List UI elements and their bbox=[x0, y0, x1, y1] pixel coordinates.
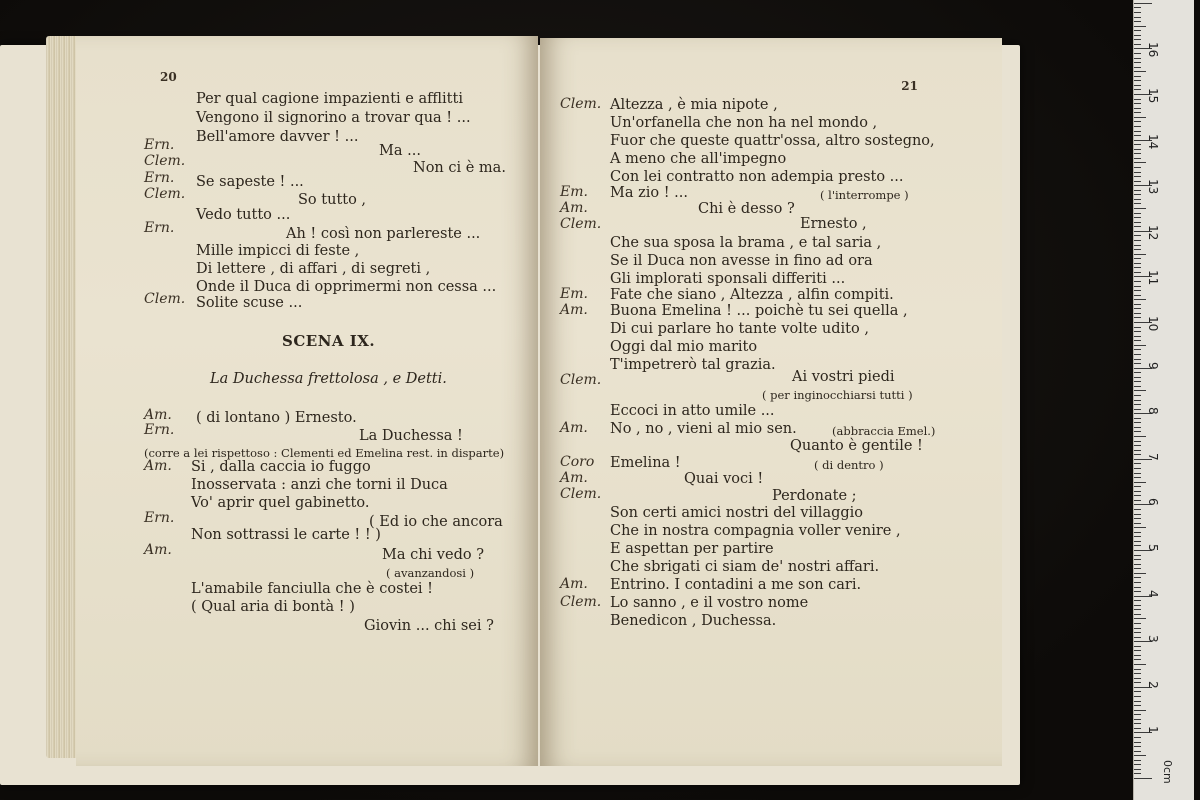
ruler-tick bbox=[1134, 26, 1146, 27]
verse-line: ( di lontano ) Ernesto. bbox=[196, 410, 357, 426]
ruler-tick bbox=[1134, 600, 1141, 601]
ruler-number: 6 bbox=[1146, 498, 1160, 507]
ruler-tick bbox=[1134, 103, 1141, 104]
ruler-number: 3 bbox=[1146, 635, 1160, 643]
ruler-tick bbox=[1134, 181, 1141, 182]
ruler-tick bbox=[1134, 482, 1146, 483]
ruler-tick bbox=[1134, 409, 1141, 410]
verse-line: ( Ed io che ancora bbox=[369, 514, 503, 530]
ruler-tick bbox=[1134, 486, 1141, 487]
speaker-label: Clem. bbox=[560, 96, 602, 112]
ruler-tick bbox=[1134, 773, 1141, 774]
ruler-tick bbox=[1134, 53, 1141, 54]
verse-line: Di lettere , di affari , di segreti , bbox=[196, 261, 431, 277]
verse-line: L'amabile fanciulla che è costei ! bbox=[191, 581, 433, 597]
ruler-tick bbox=[1134, 30, 1141, 31]
verse-line: Oggi dal mio marito bbox=[610, 339, 758, 355]
stage-direction: ( avanzandosi ) bbox=[386, 566, 475, 580]
ruler-tick bbox=[1134, 778, 1152, 779]
speaker-label: Clem. bbox=[560, 216, 602, 232]
ruler-tick bbox=[1134, 208, 1146, 209]
page-number: 21 bbox=[901, 79, 918, 93]
verse-line: Fuor che queste quattr'ossa, altro sostegno, bbox=[610, 133, 935, 149]
ruler-tick bbox=[1134, 514, 1141, 515]
ruler-tick bbox=[1134, 655, 1141, 656]
ruler-tick bbox=[1134, 62, 1141, 63]
ruler-tick bbox=[1134, 523, 1141, 524]
ruler-tick bbox=[1134, 12, 1141, 13]
ruler-tick bbox=[1134, 769, 1141, 770]
ruler-tick bbox=[1134, 354, 1141, 355]
ruler-tick bbox=[1134, 17, 1141, 18]
ruler-tick bbox=[1134, 682, 1141, 683]
speaker-label: Clem. bbox=[560, 486, 602, 502]
ruler-tick bbox=[1134, 714, 1141, 715]
ruler-tick bbox=[1134, 673, 1141, 674]
ruler-tick bbox=[1134, 71, 1146, 72]
ruler-tick bbox=[1134, 659, 1141, 660]
stage-direction: (abbraccia Emel.) bbox=[832, 424, 936, 438]
ruler-tick bbox=[1134, 299, 1146, 300]
speaker-label: Am. bbox=[144, 542, 172, 558]
ruler-number: 1 bbox=[1146, 726, 1160, 735]
verse-line: Son certi amici nostri del villaggio bbox=[610, 505, 864, 521]
verse-line: Un'orfanella che non ha nel mondo , bbox=[610, 115, 878, 131]
verse-line: Che sbrigati ci siam de' nostri affari. bbox=[610, 559, 880, 575]
page-number: 20 bbox=[160, 70, 177, 84]
speaker-label: Ern. bbox=[144, 137, 175, 153]
ruler-tick bbox=[1134, 144, 1141, 145]
ruler-tick bbox=[1134, 751, 1141, 752]
verse-line: Vo' aprir quel gabinetto. bbox=[191, 495, 370, 511]
ruler-tick bbox=[1134, 226, 1141, 227]
ruler-tick bbox=[1134, 359, 1141, 360]
stage-direction: ( di dentro ) bbox=[814, 458, 884, 472]
ruler-tick bbox=[1134, 99, 1141, 100]
ruler-tick bbox=[1134, 176, 1141, 177]
ruler-number: 2 bbox=[1146, 680, 1160, 689]
ruler-tick bbox=[1134, 541, 1141, 542]
ruler-number: 8 bbox=[1146, 407, 1160, 415]
ruler-tick bbox=[1134, 669, 1141, 670]
verse-line: Inosservata : anzi che torni il Duca bbox=[191, 477, 448, 493]
ruler-tick bbox=[1134, 317, 1141, 318]
ruler-tick bbox=[1134, 89, 1141, 90]
ruler-number: 15 bbox=[1146, 88, 1160, 104]
ruler-tick bbox=[1134, 400, 1141, 401]
ruler-tick bbox=[1134, 35, 1141, 36]
ruler-number: 9 bbox=[1146, 361, 1160, 370]
speaker-label: Am. bbox=[560, 576, 588, 592]
speaker-label: Ern. bbox=[144, 170, 175, 186]
verse-line: Se il Duca non avesse in fino ad ora bbox=[610, 253, 873, 269]
ruler-tick bbox=[1134, 742, 1141, 743]
ruler-tick bbox=[1134, 126, 1141, 127]
verse-line: Se sapeste ! ... bbox=[196, 174, 304, 190]
ruler-tick bbox=[1134, 545, 1141, 546]
ruler-tick bbox=[1134, 258, 1141, 259]
ruler-tick bbox=[1134, 427, 1141, 428]
ruler-tick bbox=[1134, 131, 1141, 132]
verse-line: Ah ! così non parlereste ... bbox=[286, 226, 481, 242]
ruler-tick bbox=[1134, 632, 1141, 633]
verse-line: Eccoci in atto umile ... bbox=[610, 403, 775, 419]
verse-line: Per qual cagione impazienti e afflitti bbox=[196, 91, 463, 107]
ruler-tick bbox=[1134, 454, 1141, 455]
ruler-tick bbox=[1134, 39, 1141, 40]
ruler-tick bbox=[1134, 386, 1141, 387]
ruler-tick bbox=[1134, 623, 1141, 624]
verse-line: E aspettan per partire bbox=[610, 541, 774, 557]
ruler-tick bbox=[1134, 609, 1141, 610]
ruler-tick bbox=[1134, 121, 1141, 122]
verse-line: Che in nostra compagnia voller venire , bbox=[610, 523, 901, 539]
ruler-tick bbox=[1134, 568, 1141, 569]
ruler-number: 14 bbox=[1146, 133, 1160, 149]
ruler-tick bbox=[1134, 719, 1141, 720]
ruler-tick bbox=[1134, 691, 1141, 692]
verse-line: Fate che siano , Altezza , alfin compiti. bbox=[610, 287, 894, 303]
speaker-label: Ern. bbox=[144, 220, 175, 236]
ruler-number: 13 bbox=[1146, 179, 1160, 195]
ruler-tick bbox=[1134, 308, 1141, 309]
speaker-label: Am. bbox=[560, 200, 588, 216]
verse-line: Entrino. I contadini a me son cari. bbox=[610, 577, 862, 593]
ruler-tick bbox=[1134, 3, 1152, 4]
ruler-tick bbox=[1134, 112, 1141, 113]
ruler-tick bbox=[1134, 345, 1146, 346]
verse-line: A meno che all'impegno bbox=[610, 151, 787, 167]
ruler-tick bbox=[1134, 7, 1141, 8]
stage-direction: ( l'interrompe ) bbox=[820, 188, 909, 202]
verse-line: Quai voci ! bbox=[684, 471, 764, 487]
ruler-tick bbox=[1134, 559, 1141, 560]
speaker-label: Clem. bbox=[560, 372, 602, 388]
verse-line: Buona Emelina ! ... poichè tu sei quella , bbox=[610, 303, 908, 319]
ruler-tick bbox=[1134, 509, 1141, 510]
ruler-tick bbox=[1134, 21, 1141, 22]
verse-line: Quanto è gentile ! bbox=[790, 438, 923, 454]
ruler-tick bbox=[1134, 190, 1141, 191]
ruler-tick bbox=[1134, 445, 1141, 446]
ruler-tick bbox=[1134, 441, 1141, 442]
ruler-tick bbox=[1134, 363, 1141, 364]
ruler-tick bbox=[1134, 336, 1141, 337]
verse-line: Ernesto , bbox=[800, 216, 867, 232]
measuring-ruler bbox=[1133, 0, 1194, 800]
ruler-tick bbox=[1134, 678, 1141, 679]
ruler-tick bbox=[1134, 304, 1141, 305]
ruler-number: 5 bbox=[1146, 544, 1160, 552]
ruler-tick bbox=[1134, 327, 1141, 328]
ruler-tick bbox=[1134, 85, 1141, 86]
ruler-tick bbox=[1134, 313, 1141, 314]
ruler-tick bbox=[1134, 153, 1141, 154]
ruler-tick bbox=[1134, 349, 1141, 350]
verse-line: Giovin ... chi sei ? bbox=[364, 618, 494, 634]
ruler-tick bbox=[1134, 450, 1141, 451]
ruler-tick bbox=[1134, 495, 1141, 496]
ruler-tick bbox=[1134, 468, 1141, 469]
speaker-label: Clem. bbox=[144, 153, 186, 169]
stage-direction: La Duchessa frettolosa , e Detti. bbox=[210, 371, 447, 387]
ruler-tick bbox=[1134, 705, 1141, 706]
speaker-label: Am. bbox=[144, 407, 172, 423]
ruler-tick bbox=[1134, 194, 1141, 195]
verse-line: Solite scuse ... bbox=[196, 295, 303, 311]
ruler-tick bbox=[1134, 536, 1141, 537]
ruler-tick bbox=[1134, 701, 1141, 702]
ruler-tick bbox=[1134, 710, 1146, 711]
verse-line: Lo sanno , e il vostro nome bbox=[610, 595, 809, 611]
ruler-tick bbox=[1134, 746, 1141, 747]
ruler-tick bbox=[1134, 573, 1146, 574]
ruler-tick bbox=[1134, 463, 1141, 464]
ruler-tick bbox=[1134, 249, 1141, 250]
verse-line: Ma chi vedo ? bbox=[382, 547, 484, 563]
ruler-tick bbox=[1134, 217, 1141, 218]
ruler-tick bbox=[1134, 577, 1141, 578]
verse-line: Mille impicci di feste , bbox=[196, 243, 360, 259]
scene-heading: SCENA IX. bbox=[282, 332, 376, 350]
ruler-tick bbox=[1134, 764, 1141, 765]
ruler-tick bbox=[1134, 404, 1141, 405]
ruler-number: 11 bbox=[1146, 270, 1160, 286]
ruler-tick bbox=[1134, 500, 1141, 501]
speaker-label: Coro bbox=[560, 454, 595, 470]
ruler-tick bbox=[1134, 67, 1141, 68]
ruler-tick bbox=[1134, 696, 1141, 697]
ruler-tick bbox=[1134, 235, 1141, 236]
ruler-tick bbox=[1134, 213, 1141, 214]
ruler-tick bbox=[1134, 295, 1141, 296]
ruler-tick bbox=[1134, 172, 1141, 173]
ruler-tick bbox=[1134, 158, 1141, 159]
speaker-label: Clem. bbox=[560, 594, 602, 610]
left-page bbox=[76, 36, 538, 766]
ruler-tick bbox=[1134, 473, 1141, 474]
ruler-tick bbox=[1134, 477, 1141, 478]
ruler-tick bbox=[1134, 723, 1141, 724]
ruler-tick bbox=[1134, 162, 1146, 163]
ruler-tick bbox=[1134, 527, 1146, 528]
stage-direction: ( per inginocchiarsi tutti ) bbox=[762, 388, 913, 402]
ruler-tick bbox=[1134, 555, 1141, 556]
ruler-tick bbox=[1134, 377, 1141, 378]
ruler-tick bbox=[1134, 618, 1146, 619]
speaker-label: Ern. bbox=[144, 422, 175, 438]
ruler-tick bbox=[1134, 728, 1141, 729]
verse-line: Altezza , è mia nipote , bbox=[610, 97, 778, 113]
verse-line: Con lei contratto non adempia presto ... bbox=[610, 169, 904, 185]
ruler-tick bbox=[1134, 390, 1146, 391]
verse-line: Ma zio ! ... bbox=[610, 185, 688, 201]
verse-line: Bell'amore davver ! ... bbox=[196, 129, 359, 145]
ruler-tick bbox=[1134, 240, 1141, 241]
ruler-tick bbox=[1134, 281, 1141, 282]
ruler-tick bbox=[1134, 222, 1141, 223]
verse-line: Chi è desso ? bbox=[698, 201, 795, 217]
ruler-tick bbox=[1134, 167, 1141, 168]
speaker-label: Am. bbox=[560, 470, 588, 486]
speaker-label: Clem. bbox=[144, 186, 186, 202]
verse-line: ( Qual aria di bontà ! ) bbox=[191, 599, 355, 615]
verse-line: Emelina ! bbox=[610, 455, 681, 471]
ruler-tick bbox=[1134, 286, 1141, 287]
ruler-tick bbox=[1134, 518, 1141, 519]
ruler-tick bbox=[1134, 44, 1141, 45]
ruler-tick bbox=[1134, 395, 1141, 396]
ruler-tick bbox=[1134, 108, 1141, 109]
ruler-tick bbox=[1134, 532, 1141, 533]
ruler-tick bbox=[1134, 272, 1141, 273]
ruler-number: 4 bbox=[1146, 589, 1160, 598]
ruler-tick bbox=[1134, 564, 1141, 565]
ruler-tick bbox=[1134, 436, 1146, 437]
ruler-tick bbox=[1134, 199, 1141, 200]
ruler-tick bbox=[1134, 58, 1141, 59]
ruler-tick bbox=[1134, 331, 1141, 332]
ruler-number: 16 bbox=[1146, 42, 1160, 58]
speaker-label: Em. bbox=[560, 184, 588, 200]
ruler-tick bbox=[1134, 135, 1141, 136]
ruler-tick bbox=[1134, 431, 1141, 432]
ruler-tick bbox=[1134, 605, 1141, 606]
verse-line: Non ci è ma. bbox=[413, 160, 506, 176]
ruler-tick bbox=[1134, 290, 1141, 291]
speaker-label: Ern. bbox=[144, 510, 175, 526]
speaker-label: Clem. bbox=[144, 291, 186, 307]
ruler-tick bbox=[1134, 587, 1141, 588]
speaker-label: Am. bbox=[144, 458, 172, 474]
ruler-tick bbox=[1134, 491, 1141, 492]
verse-line: Perdonate ; bbox=[772, 488, 857, 504]
speaker-label: Em. bbox=[560, 286, 588, 302]
ruler-tick bbox=[1134, 646, 1141, 647]
ruler-tick bbox=[1134, 637, 1141, 638]
ruler-tick bbox=[1134, 591, 1141, 592]
speaker-label: Am. bbox=[560, 420, 588, 436]
ruler-tick bbox=[1134, 650, 1141, 651]
verse-line: So tutto , bbox=[298, 192, 367, 208]
verse-line: Ai vostri piedi bbox=[792, 369, 895, 385]
verse-line: T'impetrerò tal grazia. bbox=[610, 357, 776, 373]
verse-line: Vedo tutto ... bbox=[196, 207, 291, 223]
ruler-tick bbox=[1134, 267, 1141, 268]
verse-line: Di cui parlare ho tante volte udito , bbox=[610, 321, 869, 337]
ruler-tick bbox=[1134, 117, 1146, 118]
right-page bbox=[540, 38, 1002, 766]
ruler-tick bbox=[1134, 422, 1141, 423]
ruler-tick bbox=[1134, 628, 1141, 629]
ruler-number: 10 bbox=[1146, 316, 1160, 332]
ruler-tick bbox=[1134, 737, 1141, 738]
ruler-number: 7 bbox=[1146, 452, 1160, 461]
ruler-number: 12 bbox=[1146, 224, 1160, 241]
ruler-tick bbox=[1134, 245, 1141, 246]
ruler-tick bbox=[1134, 755, 1146, 756]
ruler-unit-label: 0cm bbox=[1161, 760, 1174, 784]
ruler-tick bbox=[1134, 254, 1146, 255]
verse-line: Non sottrassi le carte ! ! ) bbox=[191, 527, 381, 543]
ruler-tick bbox=[1134, 80, 1141, 81]
ruler-tick bbox=[1134, 263, 1141, 264]
verse-line: Gli implorati sponsali differiti ... bbox=[610, 271, 846, 287]
ruler-tick bbox=[1134, 340, 1141, 341]
verse-line: Ma ... bbox=[379, 143, 421, 159]
verse-line: Si , dalla caccia io fuggo bbox=[191, 459, 371, 475]
ruler-tick bbox=[1134, 418, 1141, 419]
ruler-tick bbox=[1134, 203, 1141, 204]
speaker-label: Am. bbox=[560, 302, 588, 318]
ruler-tick bbox=[1134, 381, 1141, 382]
ruler-tick bbox=[1134, 372, 1141, 373]
ruler-tick bbox=[1134, 582, 1141, 583]
ruler-tick bbox=[1134, 149, 1141, 150]
verse-line: Benedicon , Duchessa. bbox=[610, 613, 777, 629]
verse-line: Vengono il signorino a trovar qua ! ... bbox=[196, 110, 471, 126]
verse-line: Onde il Duca di opprimermi non cessa ... bbox=[196, 279, 497, 295]
ruler-tick bbox=[1134, 664, 1146, 665]
verse-line: Che sua sposa la brama , e tal saria , bbox=[610, 235, 882, 251]
verse-line: No , no , vieni al mio sen. bbox=[610, 421, 797, 437]
ruler-tick bbox=[1134, 760, 1141, 761]
ruler-tick bbox=[1134, 614, 1141, 615]
ruler-tick bbox=[1134, 76, 1141, 77]
verse-line: La Duchessa ! bbox=[359, 428, 463, 444]
stage-direction: (corre a lei rispettoso : Clementi ed Emelina rest. in disparte) bbox=[144, 446, 505, 460]
